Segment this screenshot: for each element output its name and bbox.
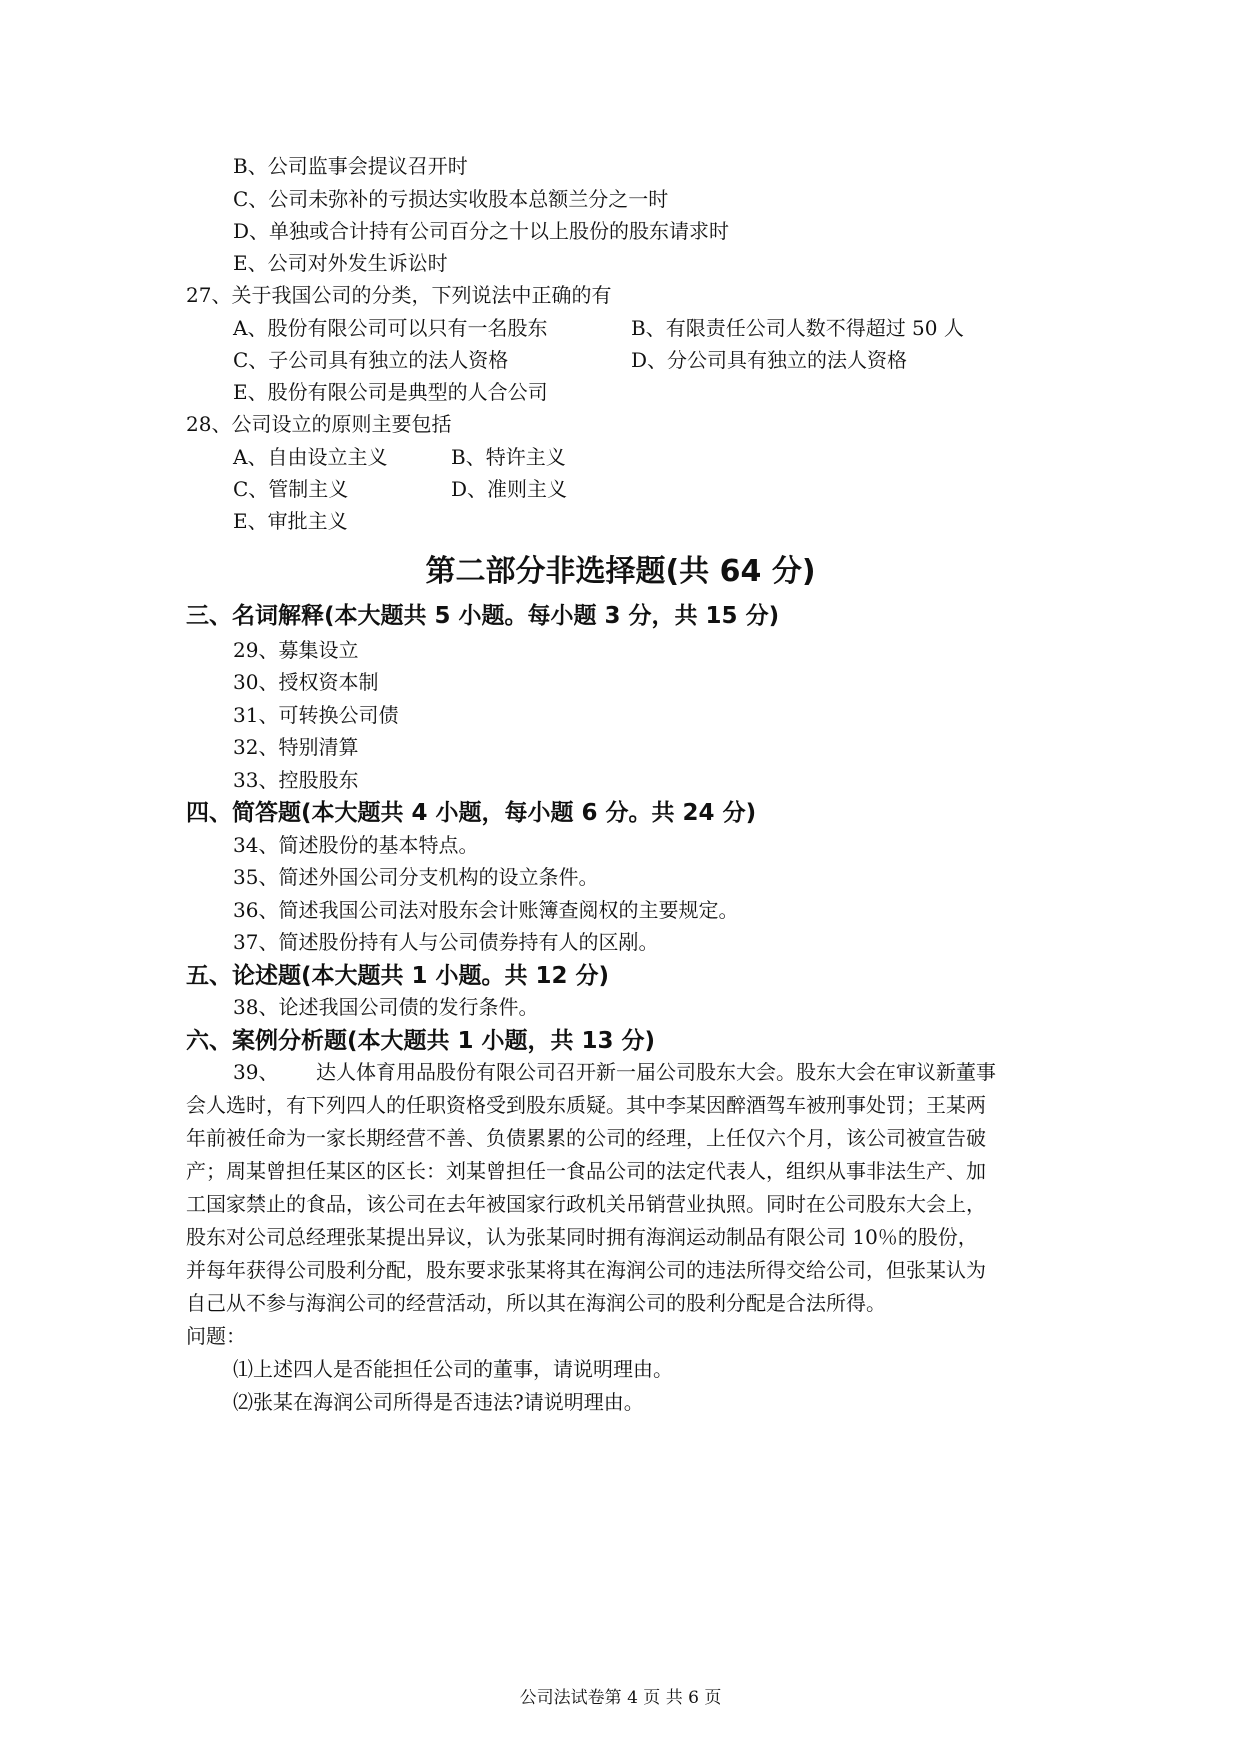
- case-number: 39、: [233, 1060, 279, 1084]
- q28-option-d: D、准则主义: [451, 477, 568, 501]
- list-item: 31、可转换公司债: [233, 703, 399, 727]
- q26-option-c: C、公司未弥补的亏损达实收股本总额兰分之一时: [233, 187, 669, 211]
- q27-option-e: E、股份有限公司是典型的人合公司: [233, 380, 548, 404]
- list-item: 37、简述股份持有人与公司债券持有人的区剐。: [233, 930, 659, 954]
- case-question: ⑵张某在海润公司所得是否违法?请说明理由。: [233, 1390, 644, 1414]
- q26-option-e: E、公司对外发生诉讼时: [233, 251, 448, 275]
- list-item: 32、特别清算: [233, 735, 359, 759]
- case-text-line: 自己从不参与海润公司的经营活动，所以其在海润公司的股利分配是合法所得。: [186, 1291, 886, 1315]
- q26-option-d: D、单独或合计持有公司百分之十以上股份的股东请求时: [233, 219, 730, 243]
- q28-option-c: C、管制主义: [233, 477, 349, 501]
- q26-option-b: B、公司监事会提议召开时: [233, 154, 468, 178]
- case-text-line: 会人选时，有下列四人的任职资格受到股东质疑。其中李某因醉酒驾车被刑事处罚；王某两: [186, 1093, 986, 1117]
- case-text-line: 并每年获得公司股利分配，股东要求张某将其在海润公司的违法所得交给公司，但张某认为: [186, 1258, 986, 1282]
- list-item: 33、控股股东: [233, 768, 359, 792]
- q27-option-d: D、分公司具有独立的法人资格: [631, 348, 908, 372]
- part2-title: 第二部分非选择题(共 64 分): [425, 554, 816, 589]
- list-item: 34、简述股份的基本特点。: [233, 833, 479, 857]
- case-text-line: 股东对公司总经理张某提出异议，认为张某同时拥有海润运动制品有限公司 10％的股份，: [186, 1225, 978, 1249]
- case-text-line: 产；周某曾担任某区的区长：刘某曾担任一食品公司的法定代表人，组织从事非法生产、加: [186, 1159, 986, 1183]
- list-item: 29、募集设立: [233, 638, 359, 662]
- q27-option-c: C、子公司具有独立的法人资格: [233, 348, 509, 372]
- case-text-line: 工国家禁止的食品，该公司在去年被国家行政机关吊销营业执照。同时在公司股东大会上，: [186, 1192, 986, 1216]
- q27-option-a: A、股份有限公司可以只有一名股东: [233, 316, 548, 340]
- list-item: 36、简述我国公司法对股东会计账簿查阅权的主要规定。: [233, 898, 739, 922]
- q28-option-b: B、特许主义: [451, 445, 566, 469]
- q27-option-b: B、有限责任公司人数不得超过 50 人: [631, 316, 964, 340]
- question-label: 问题：: [186, 1324, 246, 1348]
- section3-title: 三、名词解释(本大题共 5 小题。每小题 3 分，共 15 分): [186, 603, 780, 629]
- case-text-line: 达人体育用品股份有限公司召开新一届公司股东大会。股东大会在审议新董事: [316, 1060, 996, 1084]
- case-question: ⑴上述四人是否能担任公司的董事，请说明理由。: [233, 1357, 673, 1381]
- section4-title: 四、简答题(本大题共 4 小题，每小题 6 分。共 24 分): [186, 800, 757, 826]
- q28-stem: 28、公司设立的原则主要包括: [186, 412, 452, 436]
- section6-title: 六、案例分析题(本大题共 1 小题，共 13 分): [186, 1028, 656, 1054]
- list-item: 30、授权资本制: [233, 670, 379, 694]
- q28-option-a: A、自由设立主义: [233, 445, 388, 469]
- q28-option-e: E、审批主义: [233, 509, 348, 533]
- list-item: 35、简述外国公司分支机构的设立条件。: [233, 865, 599, 889]
- page-footer: 公司法试卷第 4 页 共 6 页: [519, 1688, 722, 1708]
- list-item: 38、论述我国公司债的发行条件。: [233, 995, 539, 1019]
- q27-stem: 27、关于我国公司的分类，下列说法中正确的有: [186, 283, 612, 307]
- section5-title: 五、论述题(本大题共 1 小题。共 12 分): [186, 963, 610, 989]
- case-text-line: 年前被任命为一家长期经营不善、负债累累的公司的经理，上任仅六个月，该公司被宣告破: [186, 1126, 986, 1150]
